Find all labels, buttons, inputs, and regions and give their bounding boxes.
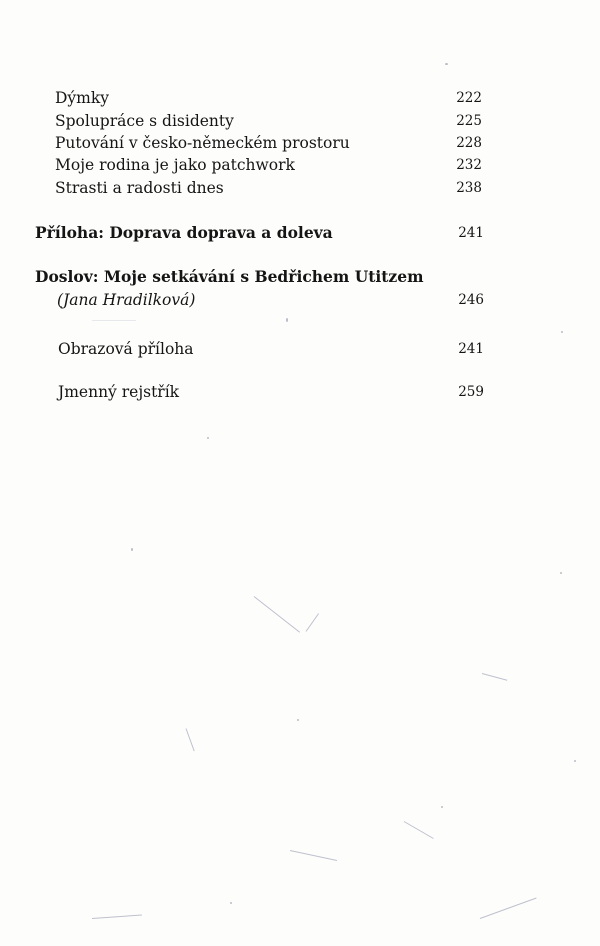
toc-section-index <box>0 382 600 406</box>
paper-speck <box>131 548 133 551</box>
paper-speck <box>574 760 576 762</box>
toc-entry-title: Strasti a radosti dnes <box>55 179 224 197</box>
paper-fiber <box>254 596 300 632</box>
paper-fiber <box>290 850 337 861</box>
appendix-title: Příloha: Doprava doprava a doleva <box>35 223 333 242</box>
paper-fiber <box>482 673 507 681</box>
appendix-page: 241 <box>458 225 484 241</box>
afterword-page: 246 <box>458 292 484 308</box>
toc-entry-page: 225 <box>456 113 482 129</box>
toc-entry <box>0 155 600 179</box>
photo-appendix-title: Obrazová příloha <box>58 340 194 358</box>
afterword-author-line <box>0 290 600 314</box>
paper-fiber <box>404 821 434 839</box>
paper-speck <box>561 331 563 333</box>
paper-fiber <box>480 898 537 919</box>
paper-fiber <box>92 320 136 321</box>
toc-entry-page: 222 <box>456 90 482 106</box>
toc-entry-page: 232 <box>456 157 482 173</box>
toc-entry-page: 228 <box>456 135 482 151</box>
paper-speck <box>207 437 209 439</box>
toc-entry-page: 238 <box>456 180 482 196</box>
afterword-author: (Jana Hradilková) <box>57 291 196 309</box>
paper-speck <box>445 63 448 65</box>
toc-section-photo-appendix <box>0 339 600 363</box>
toc-entry-title: Dýmky <box>55 89 110 107</box>
paper-fiber <box>306 613 319 632</box>
photo-appendix-page: 241 <box>458 341 484 357</box>
toc-entry-title: Moje rodina je jako patchwork <box>55 156 295 174</box>
paper-speck <box>441 806 443 808</box>
toc-entry <box>0 133 600 157</box>
paper-fiber <box>186 728 195 751</box>
index-page: 259 <box>458 384 484 400</box>
paper-speck <box>297 719 299 721</box>
afterword-title: Doslov: Moje setkávání s Bedřichem Utitzem <box>35 267 424 286</box>
toc-entry <box>0 178 600 202</box>
toc-section-appendix <box>0 223 600 247</box>
toc-entry-title: Spolupráce s disidenty <box>55 112 234 130</box>
toc-entry <box>0 111 600 135</box>
paper-speck <box>560 572 562 574</box>
toc-entry <box>0 88 600 112</box>
paper-speck <box>286 318 288 322</box>
paper-speck <box>230 902 232 904</box>
toc-entry-title: Putování v česko-německém prostoru <box>55 134 350 152</box>
toc-section-afterword <box>0 267 600 291</box>
paper-fiber <box>92 915 142 919</box>
index-title: Jmenný rejstřík <box>58 383 180 401</box>
